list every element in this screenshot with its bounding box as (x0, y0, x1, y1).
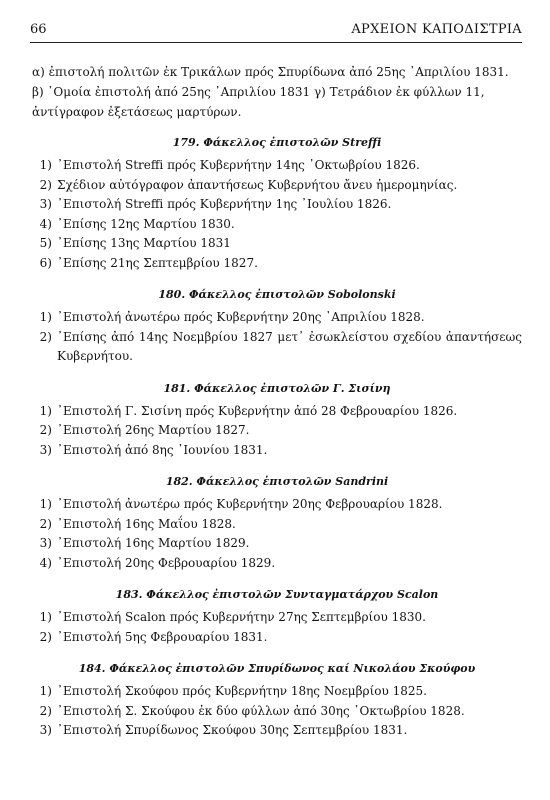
list-item (32, 195, 522, 215)
item-number: 4) (39, 216, 52, 231)
item-number: 2) (39, 177, 52, 192)
item-number: 1) (39, 158, 52, 172)
list-item (32, 515, 522, 535)
list-item (32, 702, 522, 722)
item-number: 2) (39, 703, 52, 718)
intro-paragraph (32, 62, 522, 122)
intro-line: ἀντίγραφον ἐξετάσεως μαρτύρων. (32, 105, 242, 119)
list-item (32, 534, 522, 554)
item-text: ᾿Επιστολή Streffi πρός Κυβερνήτην 1ης ᾿Ιουλίου 1826. (57, 197, 392, 211)
item-number: 1) (39, 684, 52, 698)
item-text: ᾿Επιστολή 20ης Φεβρουαρίου 1829. (57, 555, 276, 570)
item-number: 6) (39, 255, 52, 270)
item-text: ᾿Επιστολή 16ης Μαΐου 1828. (57, 516, 236, 531)
section-title: 182. Φάκελλος ἐπιστολῶν Sandrini (165, 475, 389, 488)
section-title: 184. Φάκελλος ἐπιστολῶν Σπυρίδωνος καί Νικολάου Σκούφου (78, 662, 476, 675)
list-item (32, 682, 522, 702)
item-text: ᾿Επιστολή Σκούφου πρός Κυβερνήτην 18ης Νοεμβρίου 1825. (57, 684, 427, 698)
section-182 (32, 473, 522, 573)
item-text: ᾿Επιστολή Σπυρίδωνος Σκούφου 30ης Σεπτεμβρίου 1831. (57, 723, 408, 737)
item-number: 1) (39, 403, 52, 418)
list-item (32, 176, 522, 196)
section-180 (32, 286, 522, 367)
list-item (32, 628, 522, 648)
section-183 (32, 586, 522, 647)
item-text: ᾿Επιστολή 26ης Μαρτίου 1827. (57, 423, 250, 437)
section-181 (32, 380, 522, 461)
item-text: ᾿Επιστολή ἀνωτέρω πρός Κυβερνήτην 20ης ᾿Απριλίου 1828. (57, 310, 425, 324)
intro-line: α) ἐπιστολή πολιτῶν ἐκ Τρικάλων πρός Σπυρίδωνα ἀπό 25ης ᾿Απριλίου 1831. (32, 65, 509, 79)
item-text: ᾿Επίσης 21ης Σεπτεμβρίου 1827. (57, 255, 258, 270)
section-179 (32, 134, 522, 273)
item-number: 3) (39, 536, 52, 550)
item-number: 4) (39, 555, 52, 570)
item-text: ᾿Επίσης ἀπό 14ης Νοεμβρίου 1827 μετ᾿ ἐσωκλείστου σχεδίου ἀπαντήσεως Κυβερνήτου. (57, 329, 522, 363)
item-number: 1) (39, 610, 52, 624)
item-number: 1) (39, 497, 52, 511)
list-item (32, 328, 522, 367)
item-text: ᾿Επιστολή ἀπό 8ης ᾿Ιουνίου 1831. (57, 442, 268, 457)
list-item (32, 608, 522, 628)
page-number: 66 (30, 22, 47, 37)
item-number: 1) (39, 310, 52, 324)
item-number: 2) (39, 423, 52, 437)
list-item (32, 234, 522, 254)
page-content (32, 62, 522, 754)
running-title: ΑΡΧΕΙΟΝ ΚΑΠΟΔΙΣΤΡΙΑ (351, 22, 522, 37)
item-number: 2) (39, 629, 52, 644)
page-header (30, 20, 522, 43)
item-text: ᾿Επιστολή Σ. Σκούφου ἐκ δύο φύλλων ἀπό 30ης ᾿Οκτωβρίου 1828. (57, 703, 465, 718)
item-text: ᾿Επιστολή Γ. Σισίνη πρός Κυβερνήτην ἀπό 28 Φεβρουαρίου 1826. (57, 403, 458, 418)
list-item (32, 215, 522, 235)
item-text: ᾿Επίσης 12ης Μαρτίου 1830. (57, 216, 235, 231)
item-text: ᾿Επιστολή Scalon πρός Κυβερνήτην 27ης Σεπτεμβρίου 1830. (57, 610, 426, 624)
item-text: ᾿Επίσης 13ης Μαρτίου 1831 (57, 236, 231, 250)
section-184 (32, 660, 522, 741)
item-text: ᾿Επιστολή ἀνωτέρω πρός Κυβερνήτην 20ης Φεβρουαρίου 1828. (57, 497, 443, 511)
item-number: 3) (39, 197, 52, 211)
list-item (32, 554, 522, 574)
list-item (32, 254, 522, 274)
section-title: 179. Φάκελλος ἐπιστολῶν Streffi (172, 136, 382, 149)
item-text: ᾿Επιστολή Streffi πρός Κυβερνήτην 14ης ᾿Οκτωβρίου 1826. (57, 158, 420, 172)
item-number: 2) (39, 329, 52, 344)
item-text: ᾿Επιστολή 16ης Μαρτίου 1829. (57, 536, 250, 550)
list-item (32, 495, 522, 515)
item-text: ᾿Επιστολή 5ης Φεβρουαρίου 1831. (57, 629, 268, 644)
list-item (32, 402, 522, 422)
section-title: 183. Φάκελλος ἐπιστολῶν Συνταγματάρχου Scalon (115, 588, 439, 601)
item-number: 2) (39, 516, 52, 531)
item-number: 3) (39, 442, 52, 457)
intro-line: β) ᾿Ομοία ἐπιστολή ἀπό 25ης ᾿Απριλίου 1831 γ) Τετράδιον ἐκ φύλλων 11, (32, 85, 485, 99)
list-item (32, 441, 522, 461)
list-item (32, 156, 522, 176)
section-title: 180. Φάκελλος ἐπιστολῶν Sobolonski (158, 288, 396, 301)
item-number: 3) (39, 723, 52, 737)
section-title: 181. Φάκελλος ἐπιστολῶν Γ. Σισίνη (163, 381, 391, 395)
item-number: 5) (39, 236, 52, 250)
list-item (32, 721, 522, 741)
item-text: Σχέδιον αὐτόγραφον ἀπαντήσεως Κυβερνήτου ἄνευ ἡμερομηνίας. (57, 177, 458, 192)
list-item (32, 308, 522, 328)
list-item (32, 421, 522, 441)
